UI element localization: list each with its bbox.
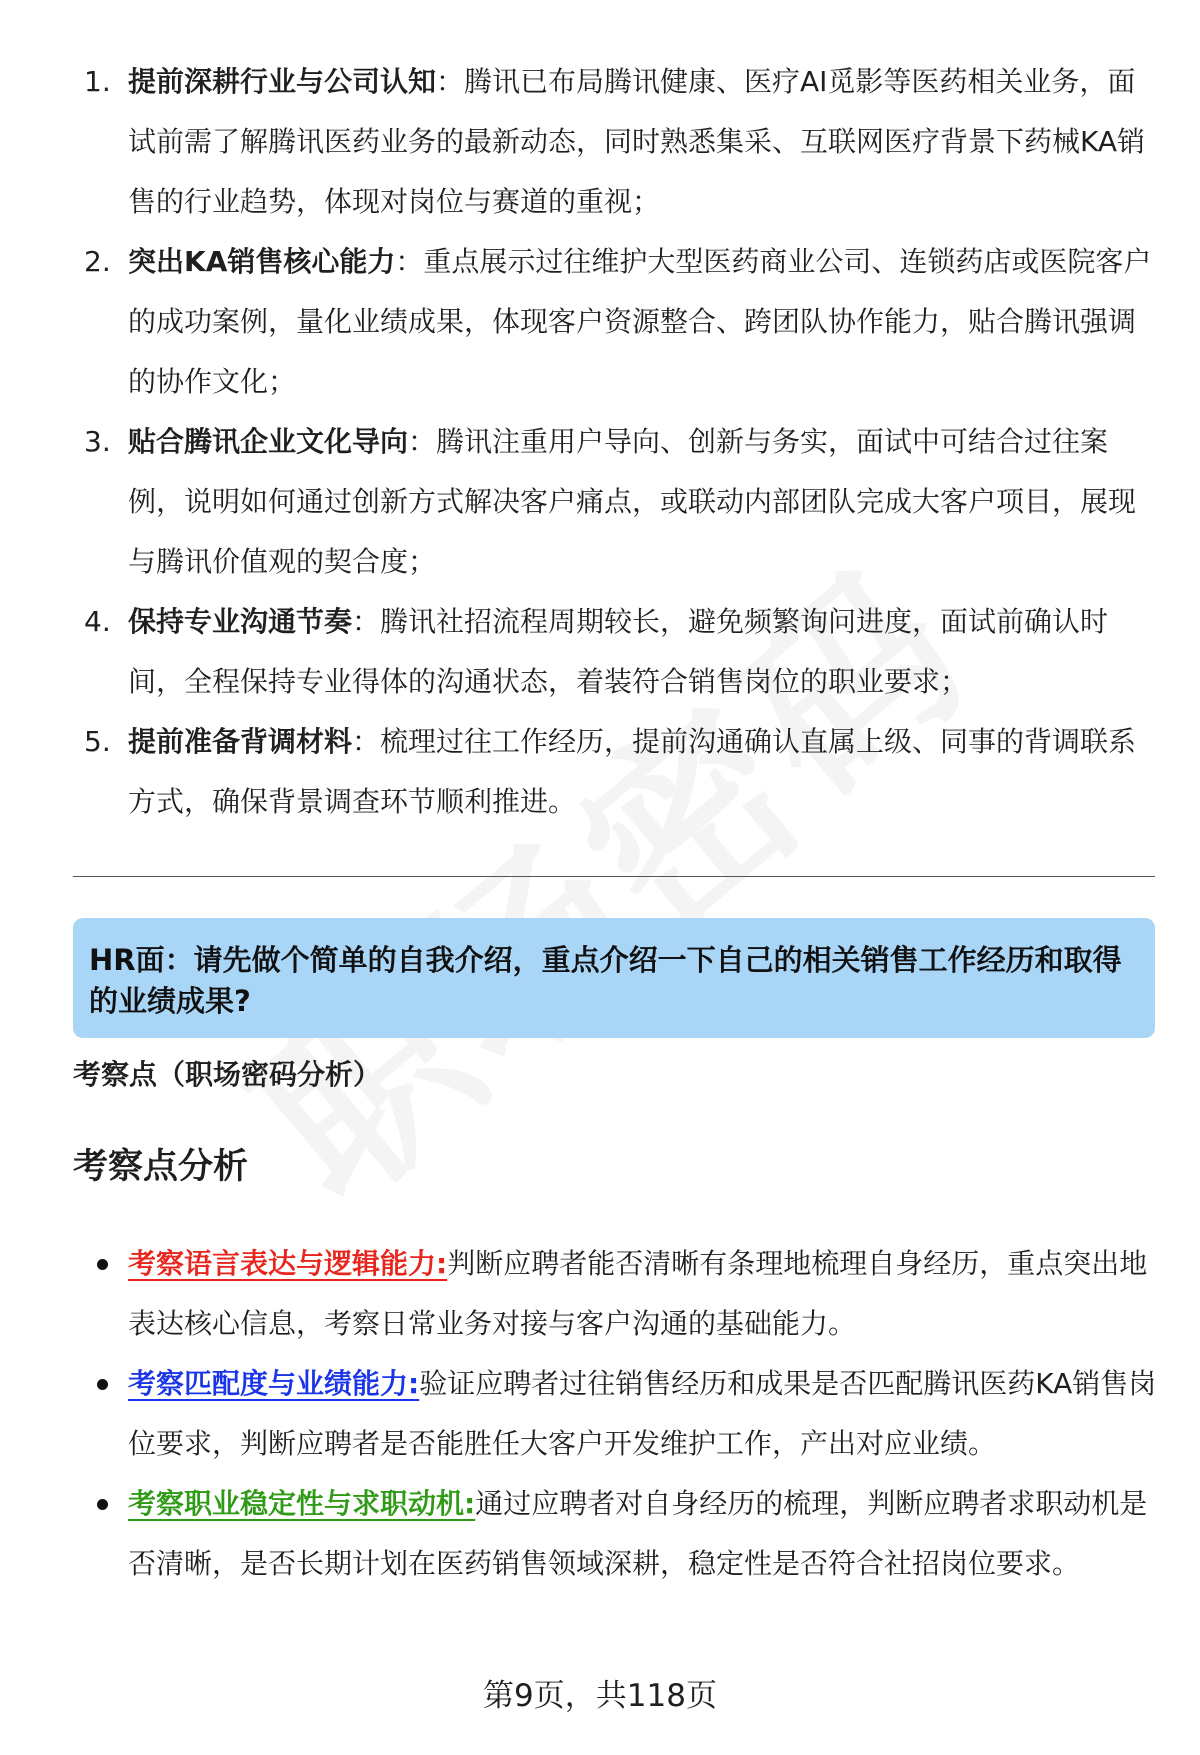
bullet-icon	[97, 1499, 108, 1510]
item-lead: 突出KA销售核心能力	[128, 245, 396, 278]
item-lead: 保持专业沟通节奏	[128, 605, 353, 638]
item-text: ：腾讯已布局腾讯健康、医疗AI觅影等医药相关业务，面试前需了解腾讯医药业务的最新动态，同时熟悉集采、互联网医疗背景下药械KA销售的行业趋势，体现对岗位与赛道的重视；	[128, 65, 1146, 218]
item-number: 5.	[84, 725, 111, 758]
list-item	[0, 592, 1200, 712]
section-title: 考察点分析	[73, 1147, 249, 1187]
question-box: HR面：请先做个简单的自我介绍，重点介绍一下自己的相关销售工作经历和取得的业绩成果?	[73, 918, 1155, 1038]
item-lead: 提前深耕行业与公司认知	[128, 65, 437, 98]
bullet-icon	[97, 1259, 108, 1270]
list-item	[0, 712, 1200, 832]
divider	[73, 876, 1155, 877]
page-number: 第9页，共118页	[483, 1678, 717, 1714]
list-item	[0, 52, 1200, 232]
item-lead: 考察职业稳定性与求职动机:	[128, 1487, 476, 1520]
item-text: 验证应聘者过往销售经历和成果是否匹配腾讯医药KA销售岗位要求，判断应聘者是否能胜任大客户开发维护工作，产出对应业绩。	[128, 1367, 1157, 1460]
item-text: ：重点展示过往维护大型医药商业公司、连锁药店或医院客户的成功案例，量化业绩成果，体现客户资源整合、跨团队协作能力，贴合腾讯强调的协作文化；	[128, 245, 1152, 398]
bullet-icon	[97, 1379, 108, 1390]
list-item	[0, 412, 1200, 592]
item-lead: 贴合腾讯企业文化导向	[128, 425, 409, 458]
item-text: ：梳理过往工作经历，提前沟通确认直属上级、同事的背调联系方式，确保背景调查环节顺利推进。	[128, 725, 1137, 818]
item-number: 2.	[84, 245, 111, 278]
subheading: 考察点（职场密码分析）	[73, 1058, 382, 1091]
list-item	[0, 1354, 1200, 1474]
list-item	[0, 232, 1200, 412]
list-item	[0, 1474, 1200, 1594]
item-number: 3.	[84, 425, 111, 458]
item-lead: 提前准备背调材料	[128, 725, 353, 758]
list-item	[0, 1234, 1200, 1354]
item-text: ：腾讯社招流程周期较长，避免频繁询问进度，面试前确认时间，全程保持专业得体的沟通状态，着装符合销售岗位的职业要求；	[128, 605, 1109, 698]
item-number: 1.	[84, 65, 111, 98]
tips-list	[0, 52, 1200, 832]
item-text: 判断应聘者能否清晰有条理地梳理自身经历，重点突出地表达核心信息，考察日常业务对接与客户沟通的基础能力。	[128, 1247, 1148, 1340]
item-number: 4.	[84, 605, 111, 638]
item-text: ：腾讯注重用户导向、创新与务实，面试中可结合过往案例，说明如何通过创新方式解决客户痛点，或联动内部团队完成大客户项目，展现与腾讯价值观的契合度；	[128, 425, 1137, 578]
assessment-list	[0, 1234, 1200, 1594]
item-lead: 考察匹配度与业绩能力:	[128, 1367, 420, 1400]
item-lead: 考察语言表达与逻辑能力:	[128, 1247, 448, 1280]
item-text: 通过应聘者对自身经历的梳理，判断应聘者求职动机是否清晰，是否长期计划在医药销售领域深耕，稳定性是否符合社招岗位要求。	[128, 1487, 1148, 1580]
